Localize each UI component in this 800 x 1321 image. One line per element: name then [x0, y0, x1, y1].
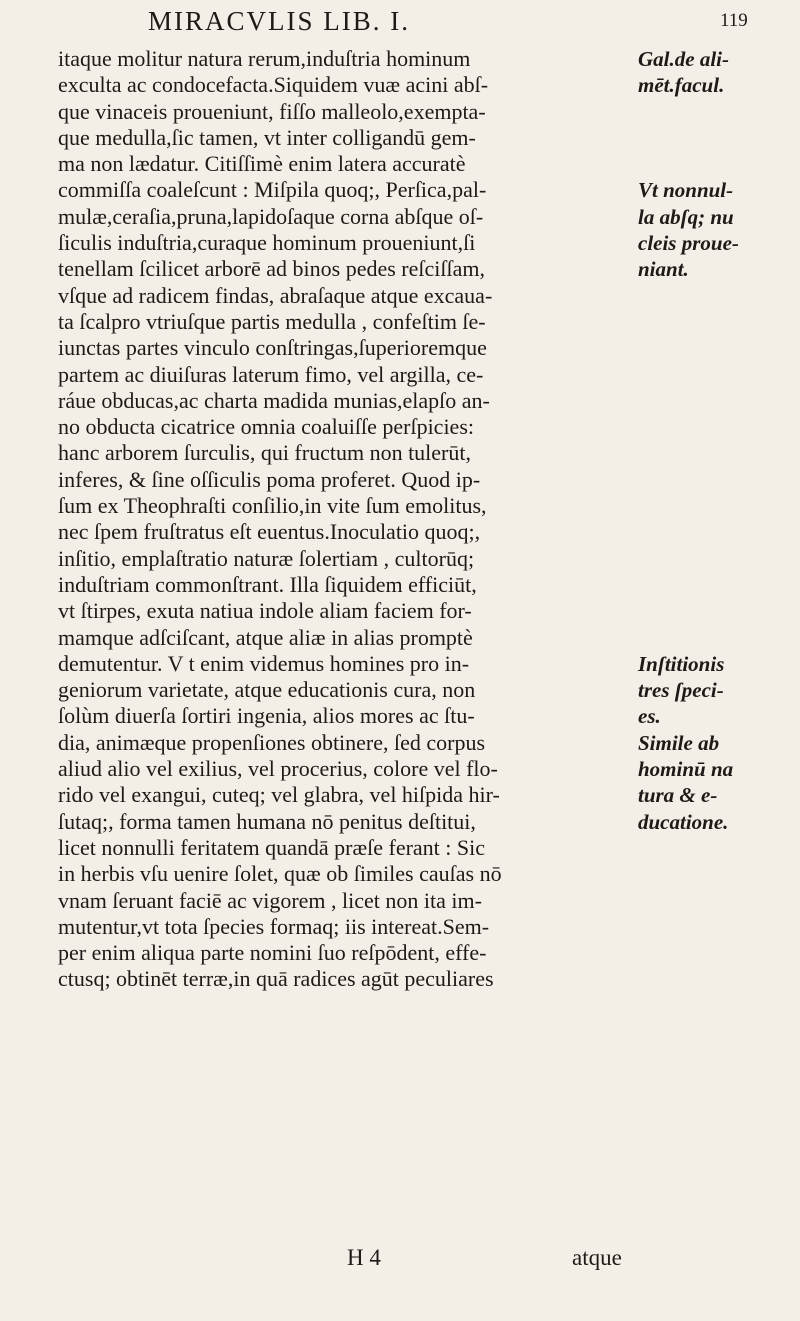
- text-line: [58, 835, 800, 861]
- line-text: ráue obducas,ac charta madida munias,elapſo an-: [58, 387, 490, 413]
- text-line: [58, 414, 800, 440]
- line-text: demutentur. V t enim videmus homines pro in-: [58, 650, 470, 676]
- text-line: [58, 809, 800, 835]
- body-text: [58, 46, 800, 993]
- text-line: [58, 204, 800, 230]
- line-text: hanc arborem ſurculis, qui fructum non tulerūt,: [58, 440, 471, 466]
- text-line: [58, 230, 800, 256]
- marginal-note: Gal.de ali-: [638, 47, 729, 71]
- marginal-note: cleis proue-: [638, 231, 739, 256]
- marginal-note: Simile ab: [638, 730, 720, 755]
- line-text: nec ſpem fruſtratus eſt euentus.Inoculatio quoq;,: [58, 519, 481, 545]
- line-text: per enim aliqua parte nomini ſuo reſpōdent, effe-: [58, 940, 487, 966]
- line-text: que vinaceis proueniunt, fiſſo malleolo,exempta-: [58, 98, 486, 124]
- text-line: [58, 72, 800, 98]
- line-text: vſque ad radicem findas, abraſaque atque excaua-: [58, 282, 493, 308]
- line-text: ſiculis induſtria,curaque hominum proueniunt,ſi: [58, 230, 476, 256]
- page-header: [0, 6, 800, 42]
- line-text: ta ſcalpro vtriuſque partis medulla , confeſtim ſe-: [58, 308, 486, 334]
- page-footer: [0, 1243, 800, 1273]
- text-line: [58, 677, 800, 703]
- text-line: [58, 46, 800, 72]
- line-text: ſolùm diuerſa ſortiri ingenia, alios mores ac ſtu-: [58, 703, 475, 729]
- text-line: [58, 388, 800, 414]
- line-text: no obducta cicatrice omnia coaluiſſe perſpicies:: [58, 414, 474, 440]
- text-line: [58, 362, 800, 388]
- running-title: MIRACVLIS LIB. I.: [148, 6, 410, 36]
- text-line: [58, 703, 800, 729]
- text-line: [58, 598, 800, 624]
- text-line: [58, 782, 800, 808]
- line-text: aliud alio vel exilius, vel procerius, colore vel flo-: [58, 756, 498, 782]
- text-line: [58, 440, 800, 466]
- text-line: [58, 125, 800, 151]
- signature-mark: H 4: [347, 1245, 381, 1270]
- marginal-note: tres ſpeci-: [638, 678, 724, 703]
- line-text: ſutaq;, forma tamen humana nō penitus deſtitui,: [58, 808, 476, 834]
- page-number: 119: [720, 10, 748, 31]
- line-text: partem ac diuiſuras laterum fimo, vel argilla, ce-: [58, 361, 484, 387]
- line-text: que medulla,ſic tamen, vt inter colligandū gem-: [58, 124, 476, 150]
- marginal-note: la abſq; nu: [638, 204, 734, 229]
- line-text: exculta ac condocefacta.Siquidem vuæ acini abſ-: [58, 72, 489, 98]
- line-text: in herbis vſu uenire ſolet, quæ ob ſimiles cauſas nō: [58, 861, 502, 887]
- line-text: itaque molitur natura rerum,induſtria hominum: [58, 46, 471, 71]
- line-text: inſitio, emplaſtratio naturæ ſolertiam , cultorūq;: [58, 545, 475, 571]
- text-line: [58, 730, 800, 756]
- catchword: atque: [572, 1245, 622, 1270]
- text-line: [58, 177, 800, 203]
- marginal-note: mēt.facul.: [638, 73, 725, 98]
- text-line: [58, 283, 800, 309]
- text-line: [58, 651, 800, 677]
- text-line: [58, 519, 800, 545]
- text-line: [58, 256, 800, 282]
- marginal-note: niant.: [638, 257, 689, 282]
- marginal-note: hominū na: [638, 757, 734, 782]
- line-text: ma non lædatur. Citiſſimè enim latera accuratè: [58, 151, 466, 177]
- marginal-note: tura & e-: [638, 783, 718, 808]
- line-text: vt ſtirpes, exuta natiua indole aliam faciem for-: [58, 598, 472, 624]
- marginal-note: Inſtitionis: [638, 651, 725, 676]
- text-line: [58, 309, 800, 335]
- text-line: [58, 493, 800, 519]
- text-line: [58, 756, 800, 782]
- text-line: [58, 966, 800, 992]
- line-text: ctusq; obtinēt terræ,in quā radices agūt peculiares: [58, 966, 494, 992]
- line-text: geniorum varietate, atque educationis cura, non: [58, 677, 476, 703]
- line-text: ſum ex Theophraſti conſilio,in vite ſum emolitus,: [58, 493, 487, 519]
- line-text: licet nonnulli feritatem quandā præſe ferant : Sic: [58, 834, 486, 860]
- line-text: mamque adſciſcant, atque aliæ in alias promptè: [58, 624, 473, 650]
- text-line: [58, 625, 800, 651]
- text-line: [58, 888, 800, 914]
- text-line: [58, 151, 800, 177]
- marginal-note: ducatione.: [638, 809, 729, 834]
- marginal-note: Vt nonnul-: [638, 178, 734, 203]
- line-text: dia, animæque propenſiones obtinere, ſed corpus: [58, 729, 486, 755]
- text-line: [58, 335, 800, 361]
- text-line: [58, 467, 800, 493]
- line-text: commiſſa coaleſcunt : Miſpila quoq;, Perſica,pal-: [58, 177, 487, 203]
- marginal-note: es.: [638, 704, 661, 729]
- text-line: [58, 99, 800, 125]
- text-line: [58, 914, 800, 940]
- text-line: [58, 572, 800, 598]
- line-text: induſtriam commonſtrant. Illa ſiquidem efficiūt,: [58, 571, 477, 597]
- line-text: vnam ſeruant faciē ac vigorem , licet non ita im-: [58, 887, 482, 913]
- line-text: iunctas partes vinculo conſtringas,ſuperioremque: [58, 335, 487, 361]
- text-line: [58, 861, 800, 887]
- line-text: mulæ,ceraſia,pruna,lapidoſaque corna abſque oſ-: [58, 203, 484, 229]
- line-text: inferes, & ſine oſſiculis poma proferet. Quod ip-: [58, 466, 481, 492]
- text-line: [58, 546, 800, 572]
- line-text: tenellam ſcilicet arborē ad binos pedes reſciſſam,: [58, 256, 485, 282]
- text-line: [58, 940, 800, 966]
- line-text: mutentur,vt tota ſpecies formaq; iis intereat.Sem-: [58, 913, 490, 939]
- line-text: rido vel exangui, cuteq; vel glabra, vel hiſpida hir-: [58, 782, 500, 808]
